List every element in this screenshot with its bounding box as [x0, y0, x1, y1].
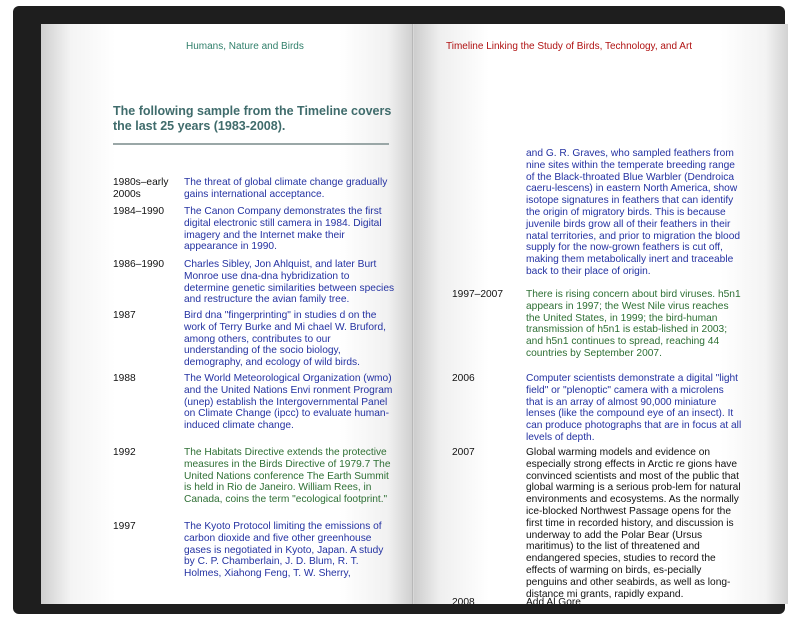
entry-year: 1997 [113, 521, 136, 532]
entry-year: 1988 [113, 373, 136, 384]
entry-text: The Canon Company demonstrates the first digital electronic still camera in 1984. Digital imagery and the Internet make their appearance in 1990. [184, 206, 382, 253]
right-page [414, 24, 788, 604]
entry-year: 1997–2007 [452, 289, 503, 300]
entry-text: Computer scientists demonstrate a digital "light field" or "plenoptic" camera with a microlens that is an array of almost 90,000 miniature lenses (like the compound eye of an insect). It can produce photographs that are in focus at all levels of depth. [526, 373, 742, 443]
entry-text: and G. R. Graves, who sampled feathers from nine sites within the temperate breeding range of the Black-throated Blue Warbler (Dendroica caeru-lescens) in eastern North America, show isotope signatures in feathers that can identify the origin of migratory birds. This is because juvenile birds grow all of their feathers in their natal territories, and prior to migration the blood supply for the now-grown feathers is cut off, making them metabolically inert and traceable back to their place of origin. [526, 148, 741, 277]
entry-year: 2007 [452, 447, 475, 458]
left-page [41, 24, 414, 604]
section-title: The following sample from the Timeline covers the last 25 years (1983-2008). [113, 104, 392, 133]
book [13, 6, 785, 614]
entry-year: 1992 [113, 447, 136, 458]
entry-year: 2006 [452, 373, 475, 384]
entry-text: The Habitats Directive extends the protective measures in the Birds Directive of 1979.7 The United Nations conference The Earth Summit is held in Rio de Janeiro. William Rees, in Canada, coins the term "ecological footprint." [184, 447, 391, 506]
entry-text: Add Al Gore [526, 597, 581, 604]
entry-text: The Kyoto Protocol limiting the emissions of carbon dioxide and five other greenhouse gases is negotiated in Kyoto, Japan. A study by C. P. Chamberlain, J. D. Blum, R. T. Holmes, Xiahong Feng, T. W. Sherry, [184, 521, 384, 580]
entry-year: 2008 [452, 597, 475, 604]
entry-text: The World Meteorological Organization (wmo) and the United Nations Envi ronment Program (unep) establish the Intergovernmental Panel on Climate Change (ipcc) to evaluate human-induced climate change. [184, 373, 393, 432]
entry-text: There is rising concern about bird viruses. h5n1 appears in 1997; the West Nile virus reaches the United States, in 1999; the bird-human transmission of h5n1 is estab-lished in 2003; and h5n1 continues to spread, reaching 44 countries by September 2007. [526, 289, 741, 359]
entry-year: 1980s–early 2000s [113, 177, 169, 200]
section-divider [113, 143, 389, 145]
entry-year: 1986–1990 [113, 259, 164, 270]
running-head-left: Humans, Nature and Birds [186, 41, 304, 52]
entry-year: 1987 [113, 310, 136, 321]
entry-text: Bird dna "fingerprinting" in studies d on the work of Terry Burke and Mi chael W. Bruford, among others, contributes to our understanding of the socio biology, demography, and ecology of wild birds. [184, 310, 386, 369]
entry-text: The threat of global climate change gradually gains international acceptance. [184, 177, 388, 200]
entry-text: Global warming models and evidence on especially strong effects in Arctic re gions have convinced scientists and most of the public that global warming is a serious prob-lem for natural environments and ecosystems. As the normally ice-blocked Northwest Passage opens for the first time in recorded history, and discussion is underway to add the Polar Bear (Ursus maritimus) to the list of threatened and endangered species, studies to record the effects of warming on birds, es-pecially penguins and other seabirds, as well as long-distance mi grants, rapidly expand. [526, 447, 741, 600]
entry-year: 1984–1990 [113, 206, 164, 217]
entry-text: Charles Sibley, Jon Ahlquist, and later Burt Monroe use dna-dna hybridization to determine genetic similarities between species and restructure the avian family tree. [184, 259, 395, 306]
running-head-right: Timeline Linking the Study of Birds, Technology, and Art [446, 41, 693, 52]
